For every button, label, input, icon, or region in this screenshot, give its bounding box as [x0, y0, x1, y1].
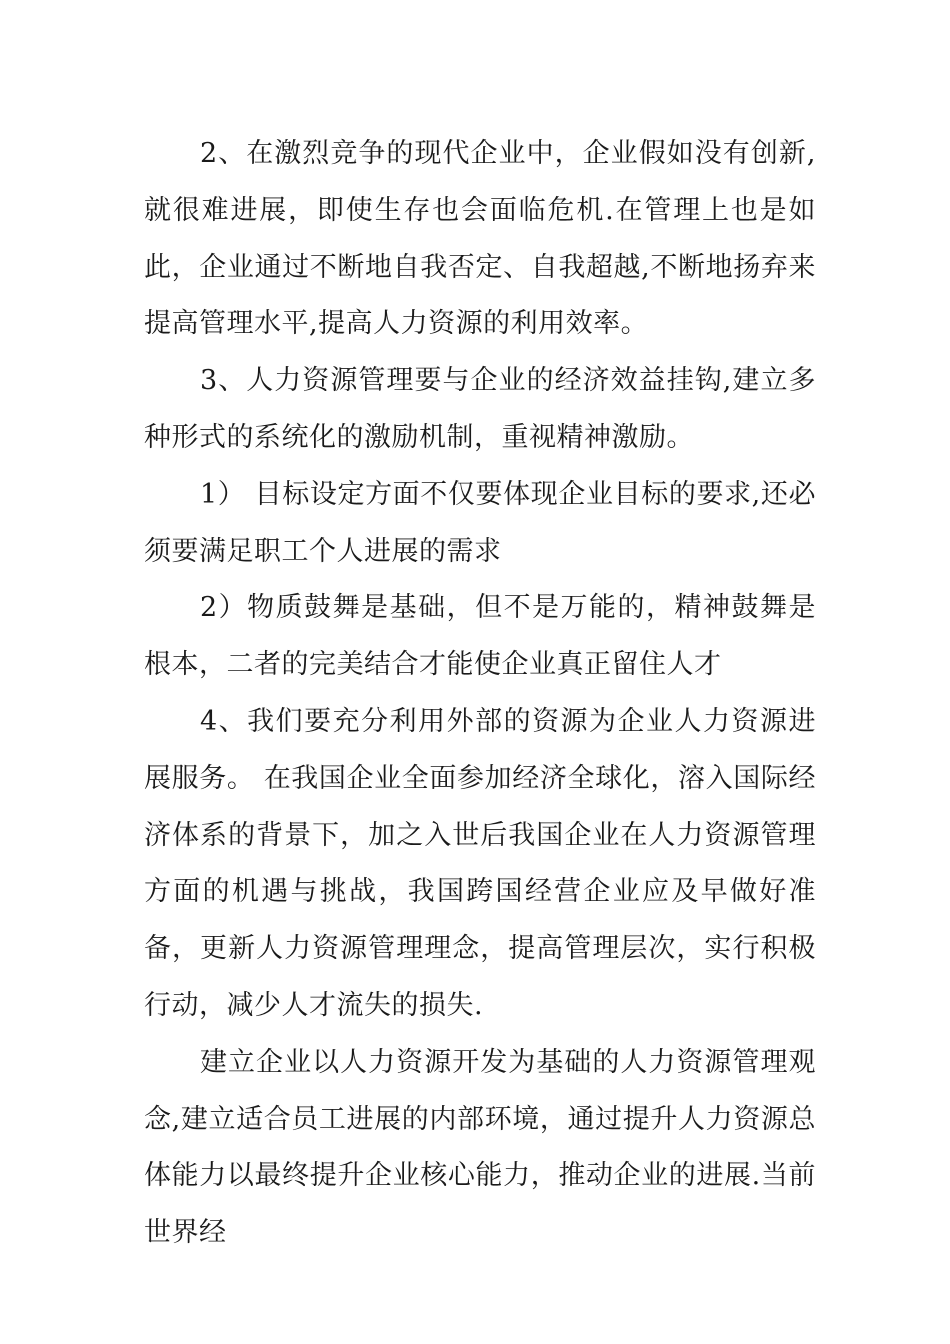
document-body	[144, 126, 816, 1262]
paragraph-material-encouragement: 2）物质鼓舞是基础，但不是万能的，精神鼓舞是根本，二者的完美结合才能使企业真正留住人才	[144, 592, 816, 681]
paragraph-innovation: 2、在激烈竞争的现代企业中，企业假如没有创新,就很难进展，即使生存也会面临危机.在管理上也是如此，企业通过不断地自我否定、自我超越,不断地扬弃来提高管理水平,提高人力资源的利用效率。	[144, 138, 816, 340]
paragraph-incentive-mechanism: 3、人力资源管理要与企业的经济效益挂钩,建立多种形式的系统化的激励机制，重视精神激励。	[144, 365, 816, 453]
paragraph-external-resources: 4、我们要充分利用外部的资源为企业人力资源进展服务。 在我国企业全面参加经济全球化，溶入国际经济体系的背景下，加之入世后我国企业在人力资源管理方面的机遇与挑战，我国跨国经营企业应及早做好准备，更新人力资源管理理念，提高管理层次，实行积极行动，减少人才流失的损失.	[144, 705, 816, 1021]
paragraph-goal-setting: 1） 目标设定方面不仅要体现企业目标的要求,还必须要满足职工个人进展的需求	[144, 478, 816, 567]
paragraph-hr-concept: 建立企业以人力资源开发为基础的人力资源管理观念,建立适合员工进展的内部环境，通过提升人力资源总体能力以最终提升企业核心能力，推动企业的进展.当前世界经	[144, 1046, 816, 1249]
